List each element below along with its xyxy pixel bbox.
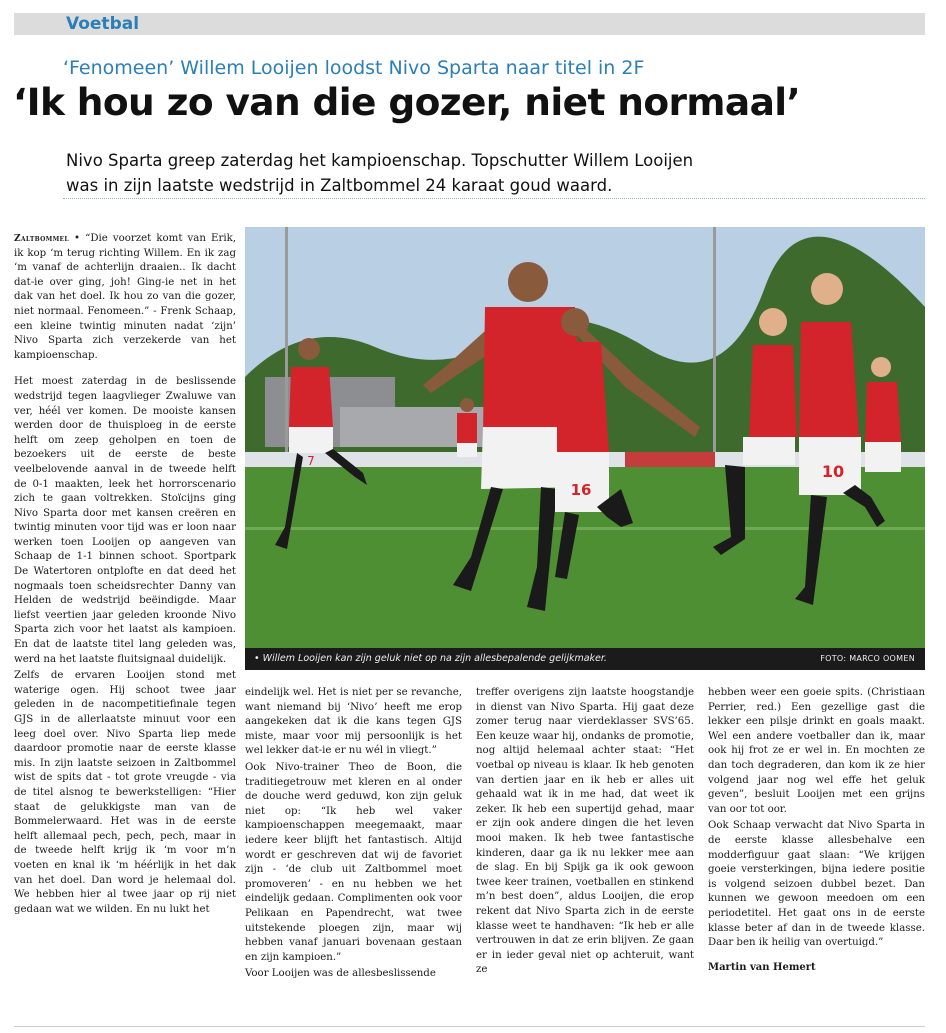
photo-caption: • Willem Looijen kan zijn geluk niet op na zijn allesbepalende gelijkmaker. (254, 653, 607, 664)
photo-illustration (245, 227, 925, 670)
paragraph: Ook Nivo-trainer Theo de Boon, die traditiegetrouw met kleren en al onder de douche werd geduwd, kon zijn geluk niet op: “Ik heb wel vaker kampioenschappen meegemaakt, maar iedere keer blijft het fantastisch. Altijd wordt er geschreven dat wij de favoriet zijn - ‘de club uit Zaltbommel moet promoveren’ - en nu hebben we het eindelijk gedaan. Complimenten ook voor Pelikaan en Papendrecht, wat twee uitstekende ploegen zijn, maar wij hebben vanaf januari bovenaan gestaan en zijn kampioen.” (245, 761, 462, 963)
paragraph: eindelijk wel. Het is niet per se revanche, want niemand bij ‘Nivo’ heeft me erop aangekeken dat ik die kans tegen GJS miste, maar voor mij persoonlijk is het wel lekker dat-ie er nu wél in vliegt.” (245, 687, 462, 757)
shirt-number-16: 16 (570, 481, 592, 499)
shirt-number-10: 10 (821, 462, 845, 481)
paragraph-text: • “Die voorzet komt van Erik, ik kop ‘m terug richting Willem. En ik zag ‘m vanaf de achterlijn draaien.. Ik dacht dat-ie over ging, joh! Ging-ie net in het dak van het doel. Ik hou zo van die gozer, niet normaal. Fenomeen.” - Frenk Schaap, een kleine twintig minuten nadat ‘zijn’ Nivo Sparta zich verzekerde van het kampioenschap. (14, 233, 236, 361)
paragraph: hebben weer een goeie spits. (Christiaan Perrier, red.) Een gezellige gast die lekker een pilsje drinkt en goals maakt. Wel een andere voetballer dan ik, maar ook hij frot ze er wel in. En mochten ze dan toch degraderen, dan kom ik ze hier volgend jaar nog wel effe het geluk geven”, besluit Looijen met een grijns van oor tot oor. (708, 687, 925, 815)
author-byline: Martin van Hemert (708, 961, 816, 973)
intro-divider (63, 198, 925, 199)
headline: ‘Ik hou zo van die gozer, niet normaal’ (13, 80, 801, 124)
shirt-number-7: 7 (307, 454, 315, 468)
paragraph: Voor Looijen was de allesbeslissende (245, 968, 436, 980)
paragraph: Zelfs de ervaren Looijen stond met waterige ogen. Hij schoot twee jaar geleden in de nacompetitiefinale tegen GJS in de allerlaatste minuut voor een leeg doel over. Nivo Sparta liep mede daardoor promotie naar de eerste klasse mis. In zijn laatste seizoen in Zaltbommel wist de spits dat - tot grote vreugde - via de titel alsnog te bewerkstelligen: “Hier staat de gelukkigste man van de Bommelerwaard. Het was in de eerste helft allemaal pech, pech, pech, maar in de tweede helft krijg ik ‘m voor m’n voeten en knal ik ‘m héérlijk in het dak van het doel. Dan word je helemaal dol. We hebben hier al twee jaar op rij niet gedaan wat we wilden. En nu lukt het (14, 670, 236, 915)
article-column-3 (476, 686, 694, 980)
paragraph: treffer overigens zijn laatste hoogstandje in dienst van Nivo Sparta. Hij gaat deze zomer terug naar vierdeklasser SVS’65. Een keuze waar hij, ondanks de promotie, nog altijd helemaal achter staat: “Het voetbal op niveau is klaar. Ik heb genoten van dertien jaar en ik heb er alles uit gehaald wat ik in me had, dat weet ik zeker. Ik heb een supertijd gehad, maar er zijn ook andere dingen die het leven mooi maken. Ik heb twee fantastische kinderen, daar ga ik nu lekker mee aan de slag. En bij Spijk ga ik ook gewoon twee keer trainen, voetballen en stinkend m’n best doen”, aldus Looijen, die erop rekent dat Nivo Sparta zich in de eerste klasse weet te handhaven: “Ik heb er alle vertrouwen in dat ze erin blijven. Ze gaan er in ieder geval niet op achteruit, want ze (476, 687, 694, 976)
section-label: Voetbal (66, 14, 140, 34)
article-column-2 (245, 686, 462, 984)
photo-credit: FOTO: MARCO OOMEN (820, 654, 915, 663)
dateline: Zaltbommel (14, 234, 69, 244)
section-bar (14, 13, 925, 35)
paragraph (14, 232, 236, 363)
photo-caption-bar (245, 648, 925, 670)
page-bottom-rule (14, 1026, 925, 1027)
paragraph: Het moest zaterdag in de beslissende wedstrijd tegen laagvlieger Zwaluwe van ver, héél ver komen. De mooiste kansen werden door de thuisploeg in de eerste helft om zeep geholpen en toen de bezoekers uit de eerste de beste veelbelovende aanval in de tweede helft de 0-1 maakten, leek het horrorscenario zich te gaan voltrekken. Stoïcijns ging Nivo Sparta door met kansen creëren en twintig minuten voor tijd was er loon naar werken toen Looijen op aangeven van Schaap de 1-1 binnen schoot. Sportpark De Watertoren ontplofte en dat deed het nogmaals toen scheidsrechter Danny van Helden de wedstrijd beëindigde. Maar liefst veertien jaar geleden kroonde Nivo Sparta zich voor het laatst als kampioen. En dat de laatste titel lang geleden was, werd na het laatste fluitsignaal duidelijk. (14, 376, 236, 665)
paragraph: Ook Schaap verwacht dat Nivo Sparta in de eerste klasse allesbehalve een modderfiguur gaat slaan: “We krijgen goeie versterkingen, bijna iedere positie is volgend seizoen dubbel bezet. Dan kunnen we gewoon meedoen om een periodetitel. Het gaat ons in de eerste klasse beter af dan in de tweede klasse. Daar ben ik heilig van overtuigd.” (708, 820, 925, 949)
kicker: ‘Fenomeen’ Willem Looijen loodst Nivo Sparta naar titel in 2F (63, 57, 645, 79)
article-photo (245, 227, 925, 670)
intro: Nivo Sparta greep zaterdag het kampioenschap. Topschutter Willem Looijen was in zijn laatste wedstrijd in Zaltbommel 24 karaat goud waard. (66, 151, 694, 195)
article-column-1 (14, 232, 236, 919)
article-column-4 (708, 686, 925, 977)
